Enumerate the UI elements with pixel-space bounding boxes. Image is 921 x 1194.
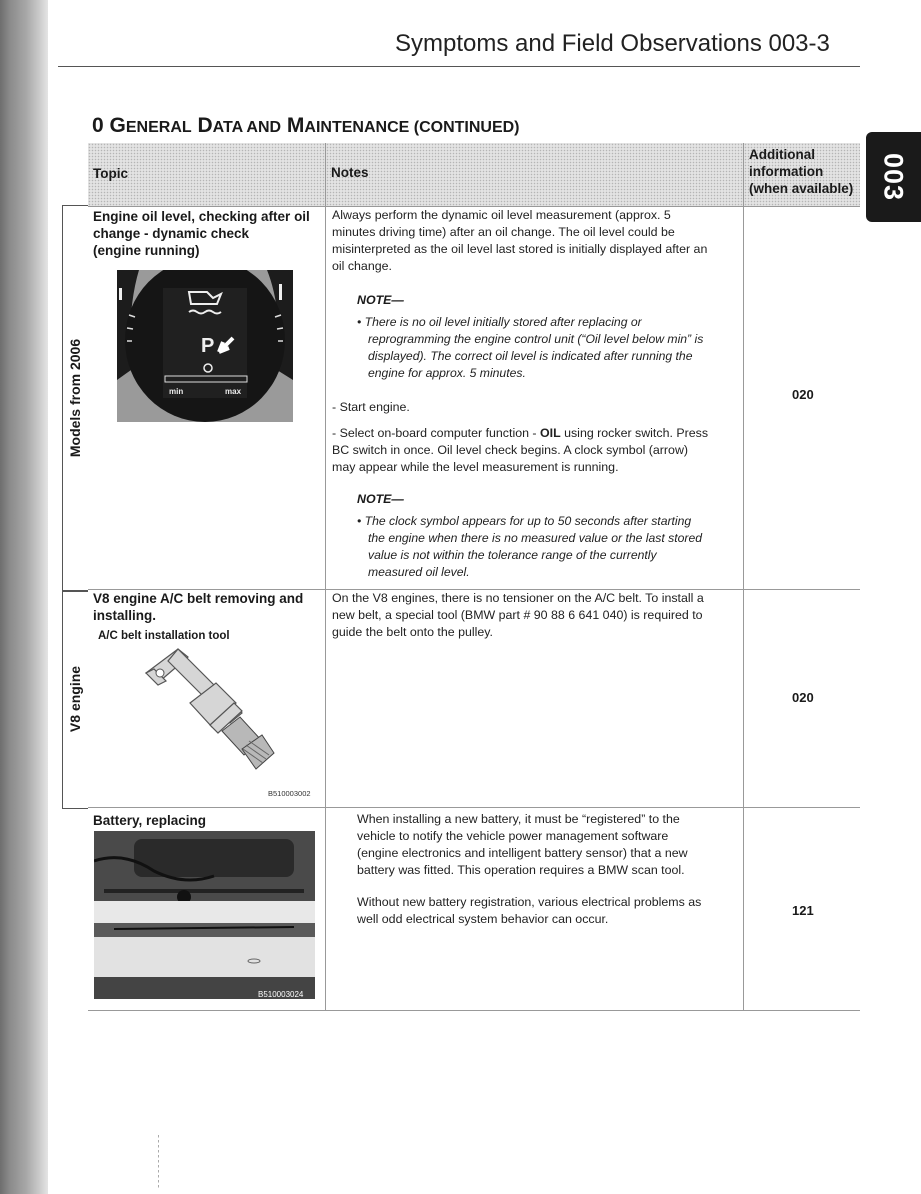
topic-v8-ac-belt: V8 engine A/C belt removing and installing. xyxy=(93,591,304,623)
battery-photo xyxy=(94,831,315,999)
info-reference: 020 xyxy=(792,690,814,705)
info-reference: 121 xyxy=(792,903,814,918)
battery-illustration xyxy=(94,831,315,999)
col-divider xyxy=(325,143,326,1011)
figure-code: B510003002 xyxy=(268,789,311,798)
header-notes: Notes xyxy=(326,143,743,206)
ac-belt-tool-illustration xyxy=(138,645,278,785)
gauge-p-label: P xyxy=(201,335,215,357)
step-start-engine: - Start engine. xyxy=(332,400,410,414)
row-divider xyxy=(88,1010,860,1011)
oil-gauge-photo xyxy=(117,270,293,422)
note-label: NOTE— xyxy=(357,492,404,506)
chapter-tab: 003 xyxy=(866,132,921,222)
topic-battery-replacing: Battery, replacing xyxy=(93,813,207,828)
oil-gauge-illustration xyxy=(117,270,293,422)
scan-artifact-dots xyxy=(158,1135,159,1190)
col-divider xyxy=(743,143,744,1011)
step-select-oil-function: - Select on-board computer function - OIL using rocker switch. Press BC switch in once. Oil level check begins. A clock symbol (arrow) may appear while the level measurement is running. xyxy=(332,426,709,474)
header-additional-info: Additional information (when available) xyxy=(744,143,860,206)
row-group-label: Models from 2006 xyxy=(62,205,88,592)
notes-ac-belt: On the V8 engines, there is no tensioner on the A/C belt. To install a new belt, a special tool (BMW part # 90 88 6 641 040) is required to guide the belt onto the pulley. xyxy=(332,591,704,639)
header-topic: Topic xyxy=(88,143,325,206)
notes-battery-registration: When installing a new battery, it must be “registered” to the vehicle to notify the vehicle power management software (engine electronics and intelligent battery sensor) that a new battery was fitted. This operation requires a BMW scan tool. xyxy=(357,812,688,877)
gauge-min-label: min xyxy=(169,387,184,396)
gauge-max-label: max xyxy=(225,387,242,396)
row-group-label: V8 engine xyxy=(62,590,88,809)
ac-belt-tool-photo xyxy=(138,645,278,785)
page-header-title: Symptoms and Field Observations 003-3 xyxy=(395,30,830,57)
row-divider xyxy=(88,807,860,808)
info-reference: 020 xyxy=(792,387,814,402)
notes-battery-warning: Without new battery registration, various electrical problems as well odd electrical system behavior can occur. xyxy=(357,895,702,926)
note-label: NOTE— xyxy=(357,293,404,307)
figure-caption: A/C belt installation tool xyxy=(98,630,230,642)
section-title: 0 GENERAL DATA AND MAINTENANCE (CONTINUED) xyxy=(92,114,520,137)
topic-oil-level: Engine oil level, checking after oil change - dynamic check (engine running) xyxy=(93,209,310,258)
note-oil-control-unit: • There is no oil level initially stored after replacing or reprogramming the engine control unit (“Oil level below min” is displayed). The correct oil level is indicated after running the engine for approx. 5 minutes. xyxy=(357,315,704,380)
figure-code: B510003024 xyxy=(258,990,304,999)
notes-oil-intro: Always perform the dynamic oil level measurement (approx. 5 minutes driving time) after an oil change. The oil level could be misinterpreted as the oil level last stored is initially displayed after an oil change. xyxy=(332,208,708,273)
note-clock-symbol: • The clock symbol appears for up to 50 seconds after starting the engine when there is no measured value or the last stored value is not within the tolerance range of the currently measured oil level. xyxy=(357,514,703,579)
header-rule xyxy=(58,66,860,67)
